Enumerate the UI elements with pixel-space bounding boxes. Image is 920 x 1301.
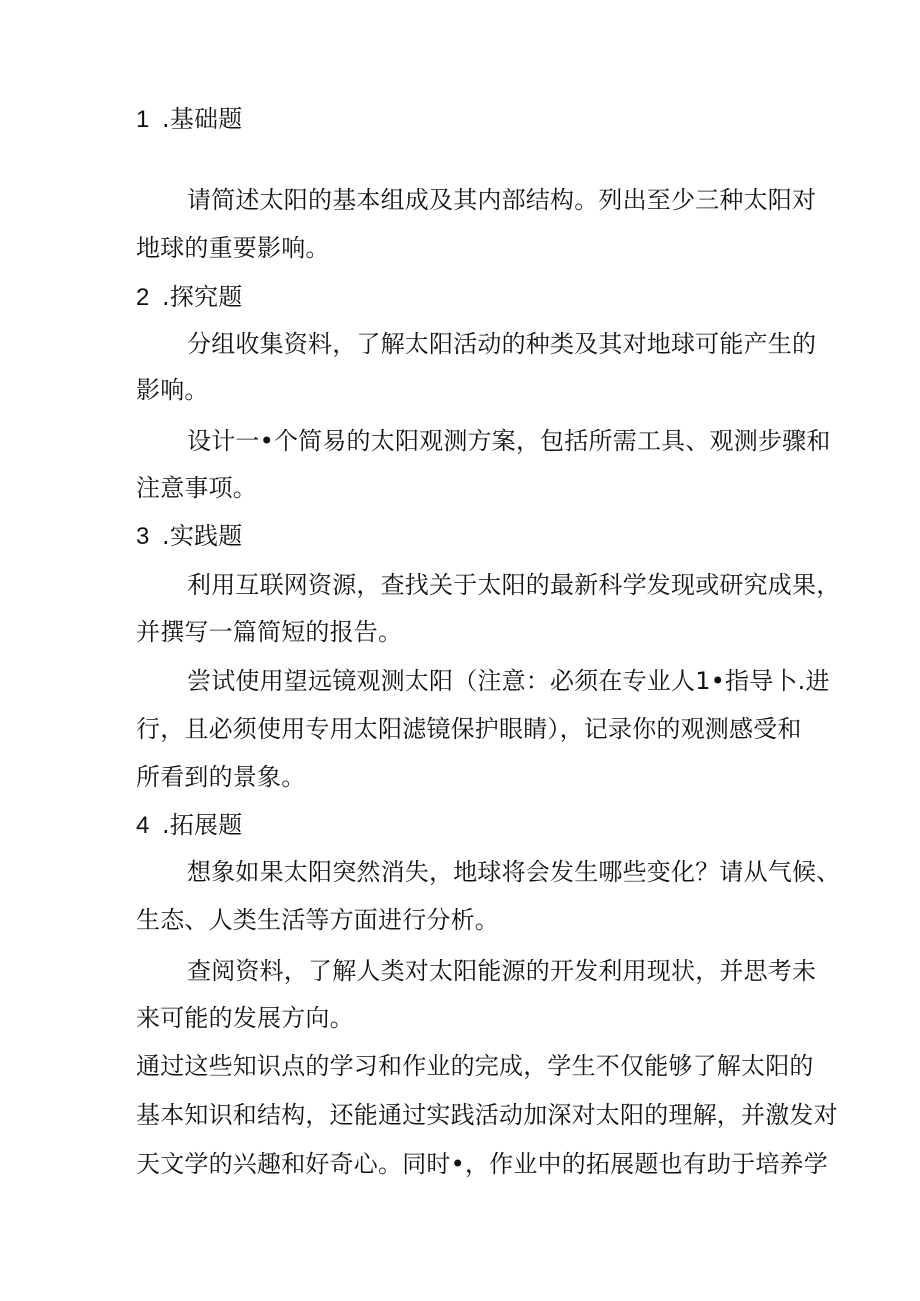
- paragraph-line: 想象如果太阳突然消失，地球将会发生哪些变化？请从气候、: [187, 858, 841, 886]
- paragraph-line: 注意事项。: [136, 474, 257, 502]
- paragraph-line: 并撰写一篇简短的报告。: [136, 618, 403, 646]
- section-title: .基础题: [162, 105, 243, 133]
- paragraph-line: 行，且必须使用专用太阳滤镜保护眼睛），记录你的观测感受和: [136, 715, 802, 743]
- paragraph-line: 设计一•个简易的太阳观测方案，包括所需工具、观测步骤和: [187, 427, 831, 455]
- section-heading-2: [136, 282, 242, 313]
- paragraph-line: 地球的重要影响。: [136, 234, 330, 262]
- paragraph-line: 分组收集资料，了解太阳活动的种类及其对地球可能产生的: [187, 330, 817, 358]
- section-number: 3: [136, 523, 150, 550]
- section-heading-4: [136, 810, 242, 841]
- conclusion-line: 天文学的兴趣和好奇心。同时•，作业中的拓展题也有助于培养学: [136, 1150, 828, 1178]
- section-title: .实践题: [162, 522, 243, 550]
- section-title: .拓展题: [162, 811, 243, 839]
- paragraph-line: 请简述太阳的基本组成及其内部结构。列出至少三种太阳对: [187, 186, 817, 214]
- section-heading-3: [136, 521, 242, 552]
- paragraph-line: 来可能的发展方向。: [136, 1004, 354, 1032]
- paragraph-line: 查阅资料，了解人类对太阳能源的开发利用现状，并思考未: [187, 957, 817, 985]
- paragraph-line: 尝试使用望远镜观测太阳（注意：必须在专业人1•指导卜.进: [187, 667, 830, 695]
- conclusion-line: 通过这些知识点的学习和作业的完成，学生不仅能够了解太阳的: [136, 1052, 814, 1080]
- paragraph-line: 影响。: [136, 376, 209, 404]
- paragraph-line: 利用互联网资源，查找关于太阳的最新科学发现或研究成果，: [187, 571, 841, 599]
- paragraph-line: 所看到的景象。: [136, 763, 306, 791]
- section-number: 4: [136, 812, 150, 839]
- section-number: 1: [136, 106, 150, 133]
- section-heading-1: [136, 104, 242, 135]
- conclusion-line: 基本知识和结构，还能通过实践活动加深对太阳的理解，并激发对: [136, 1101, 838, 1129]
- section-number: 2: [136, 284, 150, 311]
- paragraph-line: 生态、人类生活等方面进行分析。: [136, 906, 499, 934]
- section-title: .探究题: [162, 283, 243, 311]
